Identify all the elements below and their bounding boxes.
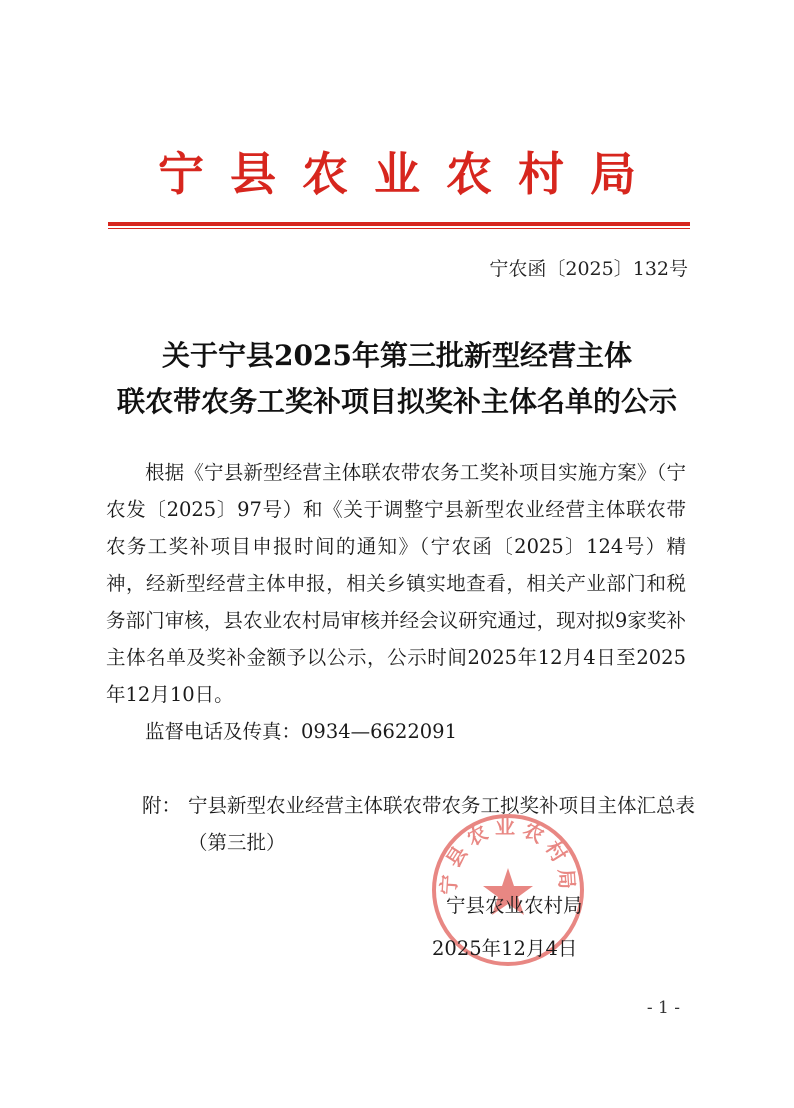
- title-line-2: 联农带农务工奖补项目拟奖补主体名单的公示: [116, 385, 677, 418]
- signature-date: 2025年12月4日: [432, 937, 578, 960]
- contact-line: 监督电话及传真：0934—6622091: [145, 720, 457, 743]
- org-header: 宁县农业农村局: [158, 147, 662, 201]
- red-divider-thick: [108, 222, 690, 226]
- signature-org: 宁县农业农村局: [446, 894, 583, 917]
- attachment-note: [142, 787, 702, 861]
- seal-text: 宁县农业农村局: [436, 814, 580, 896]
- page-number: - 1 -: [646, 998, 680, 1018]
- attachment-label: 附：: [142, 794, 182, 817]
- red-divider-thin: [108, 228, 690, 229]
- document-number: 宁农函〔2025〕132号: [489, 258, 688, 280]
- main-paragraph: 根据《宁县新型经营主体联农带农务工奖补项目实施方案》（宁农发〔2025〕97号）和《关于调整宁县新型农业经营主体联农带农务工奖补项目申报时间的通知》（宁农函〔2025〕124号）精神，经新型经营主体申报，相关乡镇实地查看，相关产业部门和税务部门审核，县农业农村局审核并经会议研究通过，现对拟9家奖补主体名单及奖补金额予以公示，公示时间2025年12月4日至2025年12月10日。: [106, 461, 686, 706]
- attachment-text: 宁县新型农业经营主体联农带农务工拟奖补项目主体汇总表（第三批）: [188, 794, 696, 854]
- title-line-1: 关于宁县2025年第三批新型经营主体: [162, 339, 632, 372]
